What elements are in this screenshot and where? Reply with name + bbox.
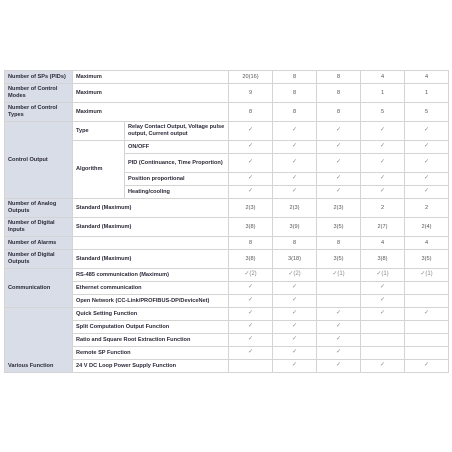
- value-cell: 2(3): [273, 199, 317, 218]
- row-sub-label: Standard (Maximum): [73, 199, 229, 218]
- spec-table: [4, 70, 449, 373]
- row-group-label: Various Function: [5, 308, 73, 373]
- row-group-label: Number of Digital Inputs: [5, 218, 73, 237]
- table-row: [5, 199, 449, 218]
- table-row: [5, 269, 449, 282]
- check-cell: ✓: [317, 122, 361, 141]
- check-cell: [317, 282, 361, 295]
- value-cell: 5: [361, 103, 405, 122]
- table-row: [5, 103, 449, 122]
- check-cell: ✓: [405, 154, 449, 173]
- check-cell: ✓: [273, 360, 317, 373]
- check-cell: ✓: [405, 173, 449, 186]
- value-cell: 3(8): [229, 250, 273, 269]
- check-cell: ✓: [229, 141, 273, 154]
- row-detail-label: Heating/cooling: [125, 186, 229, 199]
- table-row: [5, 71, 449, 84]
- value-cell: 9: [229, 84, 273, 103]
- row-group-label: Number of SPs (PIDs): [5, 71, 73, 84]
- row-sub-label: [73, 237, 229, 250]
- table-row: [5, 237, 449, 250]
- check-cell: ✓: [273, 141, 317, 154]
- row-sub-label: Maximum: [73, 103, 229, 122]
- check-cell: ✓: [273, 154, 317, 173]
- value-cell: 8: [273, 71, 317, 84]
- row-sub-label: Type: [73, 122, 125, 141]
- check-cell: ✓: [317, 347, 361, 360]
- check-cell: ✓: [361, 360, 405, 373]
- value-cell: 8: [317, 84, 361, 103]
- value-cell: 8: [317, 103, 361, 122]
- check-cell: [405, 334, 449, 347]
- row-sub-label: Algorithm: [73, 141, 125, 199]
- check-cell: ✓: [273, 334, 317, 347]
- check-cell: [361, 334, 405, 347]
- check-cell: ✓: [317, 321, 361, 334]
- check-cell: ✓: [405, 308, 449, 321]
- check-cell: ✓(2): [229, 269, 273, 282]
- value-cell: 2: [361, 199, 405, 218]
- check-cell: ✓: [317, 308, 361, 321]
- value-cell: 4: [361, 71, 405, 84]
- value-cell: 4: [405, 71, 449, 84]
- row-detail-label: PID (Continuance, Time Proportion): [125, 154, 229, 173]
- table-row: [5, 122, 449, 141]
- value-cell: 3(5): [405, 250, 449, 269]
- check-cell: ✓: [273, 122, 317, 141]
- table-row: [5, 218, 449, 237]
- check-cell: [405, 282, 449, 295]
- row-sub-label: Maximum: [73, 71, 229, 84]
- row-sub-label: Remote SP Function: [73, 347, 229, 360]
- check-cell: ✓: [361, 282, 405, 295]
- value-cell: 3(8): [361, 250, 405, 269]
- row-group-label: Number of Control Modes: [5, 84, 73, 103]
- check-cell: [361, 321, 405, 334]
- check-cell: ✓: [361, 295, 405, 308]
- row-group-label: Communication: [5, 269, 73, 308]
- check-cell: ✓: [229, 308, 273, 321]
- value-cell: 2(3): [317, 199, 361, 218]
- row-sub-label: Maximum: [73, 84, 229, 103]
- check-cell: [405, 347, 449, 360]
- check-cell: ✓: [317, 360, 361, 373]
- value-cell: 2(3): [229, 199, 273, 218]
- check-cell: [405, 321, 449, 334]
- check-cell: ✓: [229, 347, 273, 360]
- check-cell: ✓: [361, 141, 405, 154]
- row-sub-label: Ethernet communication: [73, 282, 229, 295]
- check-cell: ✓: [405, 141, 449, 154]
- value-cell: 8: [317, 237, 361, 250]
- check-cell: ✓: [229, 282, 273, 295]
- check-cell: ✓: [273, 295, 317, 308]
- row-group-label: Control Output: [5, 122, 73, 199]
- check-cell: ✓: [229, 295, 273, 308]
- value-cell: 5: [405, 103, 449, 122]
- value-cell: 3(8): [229, 218, 273, 237]
- check-cell: ✓: [361, 154, 405, 173]
- row-group-label: Number of Digital Outputs: [5, 250, 73, 269]
- check-cell: [361, 347, 405, 360]
- check-cell: ✓: [317, 141, 361, 154]
- check-cell: ✓: [273, 186, 317, 199]
- value-cell: 3(9): [273, 218, 317, 237]
- row-sub-label: Ratio and Square Root Extraction Function: [73, 334, 229, 347]
- row-group-label: Number of Analog Outputs: [5, 199, 73, 218]
- value-cell: 2(4): [405, 218, 449, 237]
- row-sub-label: Standard (Maximum): [73, 218, 229, 237]
- table-row: [5, 84, 449, 103]
- check-cell: ✓(1): [405, 269, 449, 282]
- check-cell: ✓: [229, 334, 273, 347]
- value-cell: 1: [405, 84, 449, 103]
- value-cell: 8: [273, 237, 317, 250]
- check-cell: ✓(2): [273, 269, 317, 282]
- check-cell: ✓: [273, 321, 317, 334]
- check-cell: ✓: [273, 308, 317, 321]
- value-cell: 3(5): [317, 250, 361, 269]
- check-cell: ✓: [229, 186, 273, 199]
- row-sub-label: 24 V DC Loop Power Supply Function: [73, 360, 229, 373]
- check-cell: [229, 360, 273, 373]
- check-cell: ✓: [273, 173, 317, 186]
- value-cell: 1: [361, 84, 405, 103]
- value-cell: 2: [405, 199, 449, 218]
- value-cell: 20(16): [229, 71, 273, 84]
- check-cell: [317, 295, 361, 308]
- check-cell: ✓: [361, 122, 405, 141]
- check-cell: ✓: [317, 186, 361, 199]
- table-row: [5, 250, 449, 269]
- row-sub-label: Open Network (CC-Link/PROFIBUS-DP/DeviceNet): [73, 295, 229, 308]
- check-cell: ✓: [361, 186, 405, 199]
- check-cell: ✓: [405, 360, 449, 373]
- value-cell: 8: [317, 71, 361, 84]
- value-cell: 3(5): [317, 218, 361, 237]
- value-cell: 4: [361, 237, 405, 250]
- value-cell: 8: [273, 84, 317, 103]
- row-group-label: Number of Alarms: [5, 237, 73, 250]
- row-sub-label: RS-485 communication (Maximum): [73, 269, 229, 282]
- check-cell: ✓: [229, 321, 273, 334]
- check-cell: ✓: [405, 122, 449, 141]
- row-sub-label: Quick Setting Function: [73, 308, 229, 321]
- row-detail-label: Relay Contact Output, Voltage pulse output, Current output: [125, 122, 229, 141]
- value-cell: 4: [405, 237, 449, 250]
- row-group-label: Number of Control Types: [5, 103, 73, 122]
- value-cell: 8: [273, 103, 317, 122]
- check-cell: [405, 295, 449, 308]
- check-cell: ✓: [317, 334, 361, 347]
- check-cell: ✓: [361, 173, 405, 186]
- value-cell: 8: [229, 103, 273, 122]
- row-detail-label: Position proportional: [125, 173, 229, 186]
- check-cell: ✓: [317, 154, 361, 173]
- check-cell: ✓(1): [361, 269, 405, 282]
- row-sub-label: Standard (Maximum): [73, 250, 229, 269]
- check-cell: ✓: [229, 154, 273, 173]
- value-cell: 3(18): [273, 250, 317, 269]
- check-cell: ✓: [229, 122, 273, 141]
- table-row: [5, 308, 449, 321]
- check-cell: ✓: [361, 308, 405, 321]
- row-detail-label: ON/OFF: [125, 141, 229, 154]
- check-cell: ✓: [405, 186, 449, 199]
- row-sub-label: Split Computation Output Function: [73, 321, 229, 334]
- check-cell: ✓: [229, 173, 273, 186]
- check-cell: ✓: [273, 282, 317, 295]
- check-cell: ✓: [317, 173, 361, 186]
- value-cell: 2(7): [361, 218, 405, 237]
- value-cell: 8: [229, 237, 273, 250]
- check-cell: ✓: [273, 347, 317, 360]
- check-cell: ✓(1): [317, 269, 361, 282]
